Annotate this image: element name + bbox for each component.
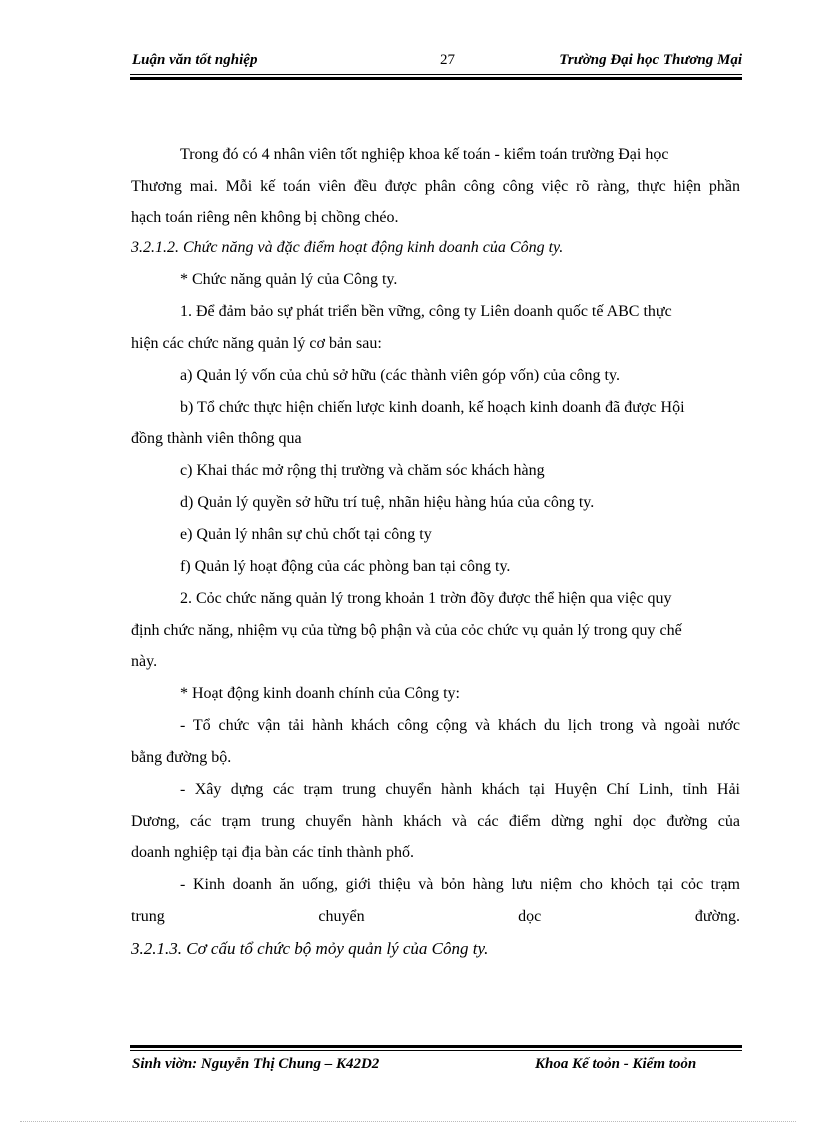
page-bottom-dotted-border [20, 1121, 796, 1122]
header-rule-thick [130, 77, 742, 80]
page-footer [130, 1056, 742, 1078]
list-item: định chức năng, nhiệm vụ của từng bộ phận và của cỏc chức vụ quản lý trong quy chế [131, 622, 682, 639]
subsection-title: * Chức năng quản lý của Công ty. [180, 271, 398, 288]
list-item: này. [131, 653, 158, 670]
paragraph-line: trung chuyển dọc đường. [131, 908, 740, 925]
footer-rule-thin [130, 1050, 742, 1051]
list-item: d) Quản lý quyền sở hữu trí tuệ, nhãn hiệu hàng húa của công ty. [180, 494, 595, 511]
list-item: e) Quản lý nhân sự chủ chốt tại công ty [180, 526, 432, 543]
header-rule-thin [130, 74, 742, 75]
paragraph-line: doanh nghiệp tại địa bàn các tỉnh thành phố. [131, 844, 415, 861]
list-item: 1. Để đảm bảo sự phát triển bền vững, công ty Liên doanh quốc tế ABC thực [180, 303, 672, 320]
footer-rule-thick [130, 1045, 742, 1048]
subsection-title: * Hoạt động kinh doanh chính của Công ty: [180, 685, 460, 702]
list-item: b) Tổ chức thực hiện chiến lược kinh doanh, kế hoạch kinh doanh đã được Hội [180, 399, 685, 416]
header-thesis-label: Luận văn tốt nghiệp [132, 52, 258, 68]
page-number: 27 [440, 52, 455, 68]
paragraph-line: hạch toán riêng nên không bị chồng chéo. [131, 209, 399, 226]
footer-department: Khoa Kế toỏn - Kiểm toỏn [535, 1056, 697, 1072]
list-item: a) Quản lý vốn của chủ sở hữu (các thành viên góp vốn) của công ty. [180, 367, 620, 384]
paragraph-line: bằng đường bộ. [131, 749, 232, 766]
list-item: 2. Cỏc chức năng quản lý trong khoản 1 trờn đõy được thể hiện qua việc quy [180, 590, 672, 607]
paragraph-line: Dương, các trạm trung chuyển hành khách và các điểm dừng nghỉ dọc đường của [131, 813, 740, 830]
list-item: hiện các chức năng quản lý cơ bản sau: [131, 335, 382, 352]
page-header [130, 52, 742, 74]
paragraph-line: - Xây dựng các trạm trung chuyển hành khách tại Huyện Chí Linh, tỉnh Hải [180, 781, 740, 798]
paragraph-line: Thương mai. Mỗi kế toán viên đều được phân công công việc rõ ràng, thực hiện phần [131, 178, 740, 195]
paragraph-line: - Tổ chức vận tải hành khách công cộng và khách du lịch trong và ngoài nước [180, 717, 740, 734]
list-item: f) Quản lý hoạt động của các phòng ban tại công ty. [180, 558, 511, 575]
footer-student: Sinh viờn: Nguyễn Thị Chung – K42D2 [132, 1056, 380, 1072]
header-university: Trường Đại học Thương Mại [559, 52, 742, 68]
list-item: đồng thành viên thông qua [131, 430, 302, 447]
section-heading-3-2-1-2: 3.2.1.2. Chức năng và đặc điểm hoạt động kinh doanh của Công ty. [131, 239, 564, 256]
section-heading-3-2-1-3: 3.2.1.3. Cơ cấu tổ chức bộ mỏy quản lý của Công ty. [131, 939, 489, 958]
list-item: c) Khai thác mở rộng thị trường và chăm sóc khách hàng [180, 462, 545, 479]
paragraph-line: Trong đó có 4 nhân viên tốt nghiệp khoa kế toán - kiểm toán trường Đại học [180, 146, 669, 163]
paragraph-line: - Kinh doanh ăn uống, giới thiệu và bỏn hàng lưu niệm cho khỏch tại cỏc trạm [180, 876, 740, 893]
